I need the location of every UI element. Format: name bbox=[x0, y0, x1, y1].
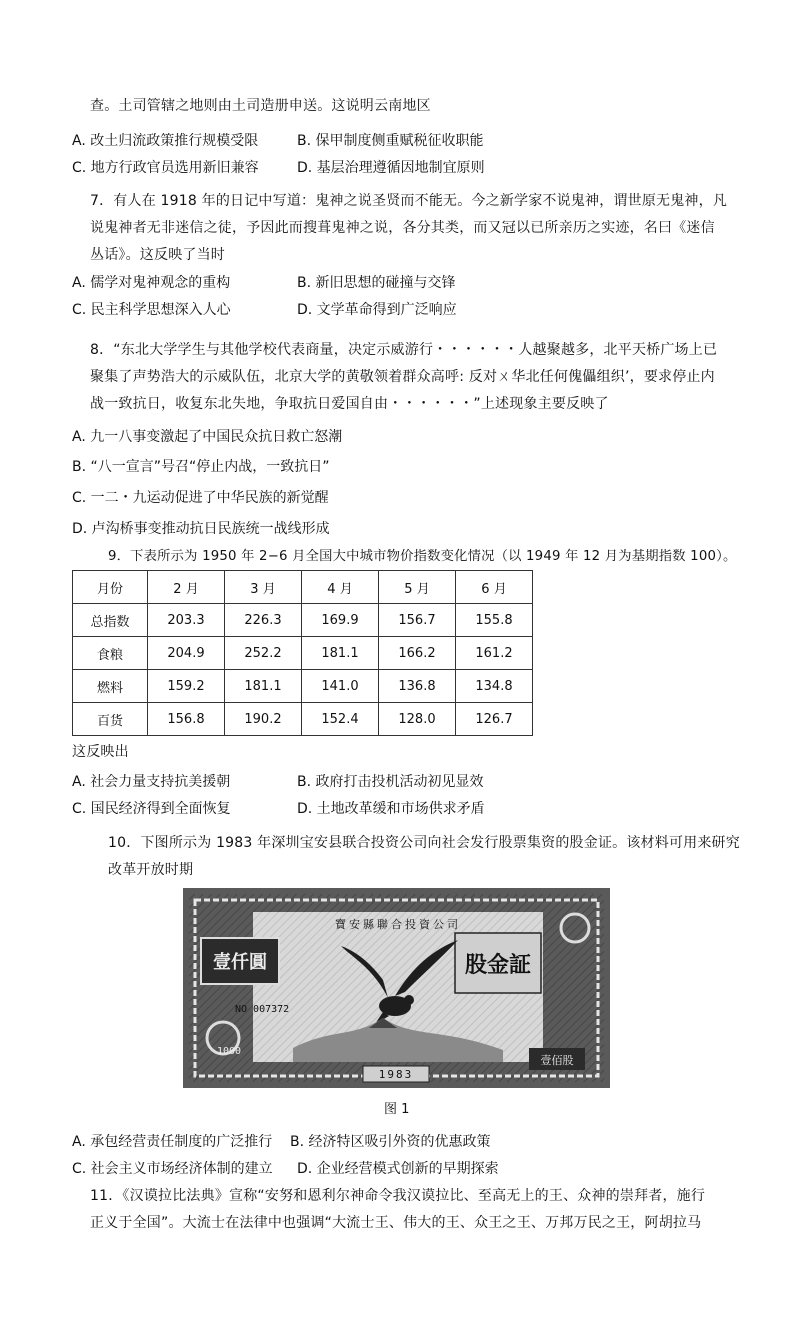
table-cell: 204.9 bbox=[148, 637, 225, 670]
q7-option-c: C. 民主科学思想深入人心 bbox=[72, 302, 231, 318]
q8-line-2: 聚集了声势浩大的示威队伍，北京大学的黄敬领着群众高呼: 反对ㄨ华北任何傀儡组织’，要求停止内 bbox=[90, 369, 715, 385]
table-header-cell: 6 月 bbox=[456, 571, 533, 604]
table-row bbox=[73, 604, 533, 637]
certificate-serial: NO 007372 bbox=[235, 1004, 290, 1015]
q8-line-3: 战一致抗日，收复东北失地，争取抗日爱国自由・・・・・・”上述现象主要反映了 bbox=[90, 396, 609, 412]
table-row bbox=[73, 637, 533, 670]
q8-option-c: C. 一二・九运动促进了中华民族的新觉醒 bbox=[72, 490, 329, 506]
table-cell: 152.4 bbox=[302, 703, 379, 736]
table-header-cell: 4 月 bbox=[302, 571, 379, 604]
certificate-amount: 壹仟圓 bbox=[213, 952, 267, 973]
certificate-title: 股金証 bbox=[464, 952, 532, 978]
table-cell: 141.0 bbox=[302, 670, 379, 703]
table-cell: 203.3 bbox=[148, 604, 225, 637]
q9-after: 这反映出 bbox=[72, 744, 129, 760]
table-cell: 190.2 bbox=[225, 703, 302, 736]
q7-option-d: D. 文学革命得到广泛响应 bbox=[297, 302, 457, 318]
q10-option-b: B. 经济特区吸引外资的优惠政策 bbox=[290, 1134, 491, 1150]
figure-caption: 图 1 bbox=[384, 1102, 410, 1117]
q6-option-b: B. 保甲制度侧重赋税征收职能 bbox=[297, 133, 484, 149]
table-cell: 181.1 bbox=[302, 637, 379, 670]
q9-option-d: D. 土地改革缓和市场供求矛盾 bbox=[297, 801, 485, 817]
certificate-corner: 1000 bbox=[217, 1046, 242, 1057]
table-header-cell: 3 月 bbox=[225, 571, 302, 604]
q10-line-2: 改革开放时期 bbox=[108, 862, 194, 878]
q6-option-d: D. 基层治理遵循因地制宜原则 bbox=[297, 160, 485, 176]
table-header-row bbox=[73, 571, 533, 604]
q9-option-c: C. 国民经济得到全面恢复 bbox=[72, 801, 231, 817]
q8-option-d: D. 卢沟桥事变推动抗日民族统一战线形成 bbox=[72, 521, 330, 537]
table-cell: 226.3 bbox=[225, 604, 302, 637]
table-cell: 燃料 bbox=[73, 670, 148, 703]
q8-line-1: 8．“东北大学学生与其他学校代表商量，决定示威游行・・・・・・人越聚越多，北平天桥广场上已 bbox=[90, 342, 718, 358]
q7-line-1: 7．有人在 1918 年的日记中写道：鬼神之说圣贤而不能无。今之新学家不说鬼神，谓世原无鬼神，凡 bbox=[90, 193, 728, 209]
table-row bbox=[73, 703, 533, 736]
table-cell: 136.8 bbox=[379, 670, 456, 703]
q9-option-b: B. 政府打击投机活动初见显效 bbox=[297, 774, 484, 790]
q6-tail: 查。土司管辖之地则由土司造册申送。这说明云南地区 bbox=[90, 98, 431, 114]
table-header-cell: 月份 bbox=[73, 571, 148, 604]
table-cell: 156.7 bbox=[379, 604, 456, 637]
q7-option-b: B. 新旧思想的碰撞与交锋 bbox=[297, 275, 456, 291]
table-header-cell: 2 月 bbox=[148, 571, 225, 604]
certificate-company: 寶安縣聯合投資公司 bbox=[335, 918, 461, 931]
q6-option-a: A. 改土归流政策推行规模受限 bbox=[72, 133, 259, 149]
table-cell: 134.8 bbox=[456, 670, 533, 703]
table-cell: 159.2 bbox=[148, 670, 225, 703]
table-cell: 156.8 bbox=[148, 703, 225, 736]
q10-option-a: A. 承包经营责任制度的广泛推行 bbox=[72, 1134, 273, 1150]
table-cell: 252.2 bbox=[225, 637, 302, 670]
table-cell: 食粮 bbox=[73, 637, 148, 670]
q10-option-c: C. 社会主义市场经济体制的建立 bbox=[72, 1161, 273, 1177]
q7-line-3: 丛话》。这反映了当时 bbox=[90, 247, 225, 263]
q8-option-b: B. “八一宣言”号召“停止内战，一致抗日” bbox=[72, 459, 330, 475]
table-cell: 百货 bbox=[73, 703, 148, 736]
q11-line-2: 正义于全国”。大流士在法律中也强调“大流士王、伟大的王、众王之王、万邦万民之王，阿胡拉马 bbox=[90, 1215, 702, 1231]
q6-option-c: C. 地方行政官员选用新旧兼容 bbox=[72, 160, 259, 176]
certificate-year: 1983 bbox=[378, 1068, 414, 1081]
certificate-shares: 壹佰股 bbox=[540, 1054, 574, 1067]
table-header-cell: 5 月 bbox=[379, 571, 456, 604]
q9-option-a: A. 社会力量支持抗美援朝 bbox=[72, 774, 231, 790]
price-index-table bbox=[72, 570, 533, 736]
table-cell: 总指数 bbox=[73, 604, 148, 637]
table-row bbox=[73, 670, 533, 703]
q7-option-a: A. 儒学对鬼神观念的重构 bbox=[72, 275, 231, 291]
q9-stem: 9．下表所示为 1950 年 2−6 月全国大中城市物价指数变化情况（以 1949 年 12 月为基期指数 100）。 bbox=[108, 549, 737, 564]
q11-line-1: 11．《汉谟拉比法典》宣称“安努和恩利尔神命令我汉谟拉比、至高无上的王、众神的崇拜者，施行 bbox=[90, 1188, 706, 1204]
q10-option-d: D. 企业经营模式创新的早期探索 bbox=[297, 1161, 499, 1177]
table-cell: 181.1 bbox=[225, 670, 302, 703]
q10-line-1: 10．下图所示为 1983 年深圳宝安县联合投资公司向社会发行股票集资的股金证。该材料可用来研究 bbox=[108, 835, 740, 851]
table-cell: 166.2 bbox=[379, 637, 456, 670]
table-cell: 155.8 bbox=[456, 604, 533, 637]
table-cell: 128.0 bbox=[379, 703, 456, 736]
table-cell: 126.7 bbox=[456, 703, 533, 736]
table-cell: 169.9 bbox=[302, 604, 379, 637]
table-cell: 161.2 bbox=[456, 637, 533, 670]
stock-certificate-image bbox=[183, 888, 610, 1088]
q8-option-a: A. 九一八事变激起了中国民众抗日救亡怒潮 bbox=[72, 429, 343, 445]
q7-line-2: 说鬼神者无非迷信之徒，予因此而搜葺鬼神之说，各分其类，而又冠以已所亲历之实迹，名曰《迷信 bbox=[90, 220, 715, 236]
